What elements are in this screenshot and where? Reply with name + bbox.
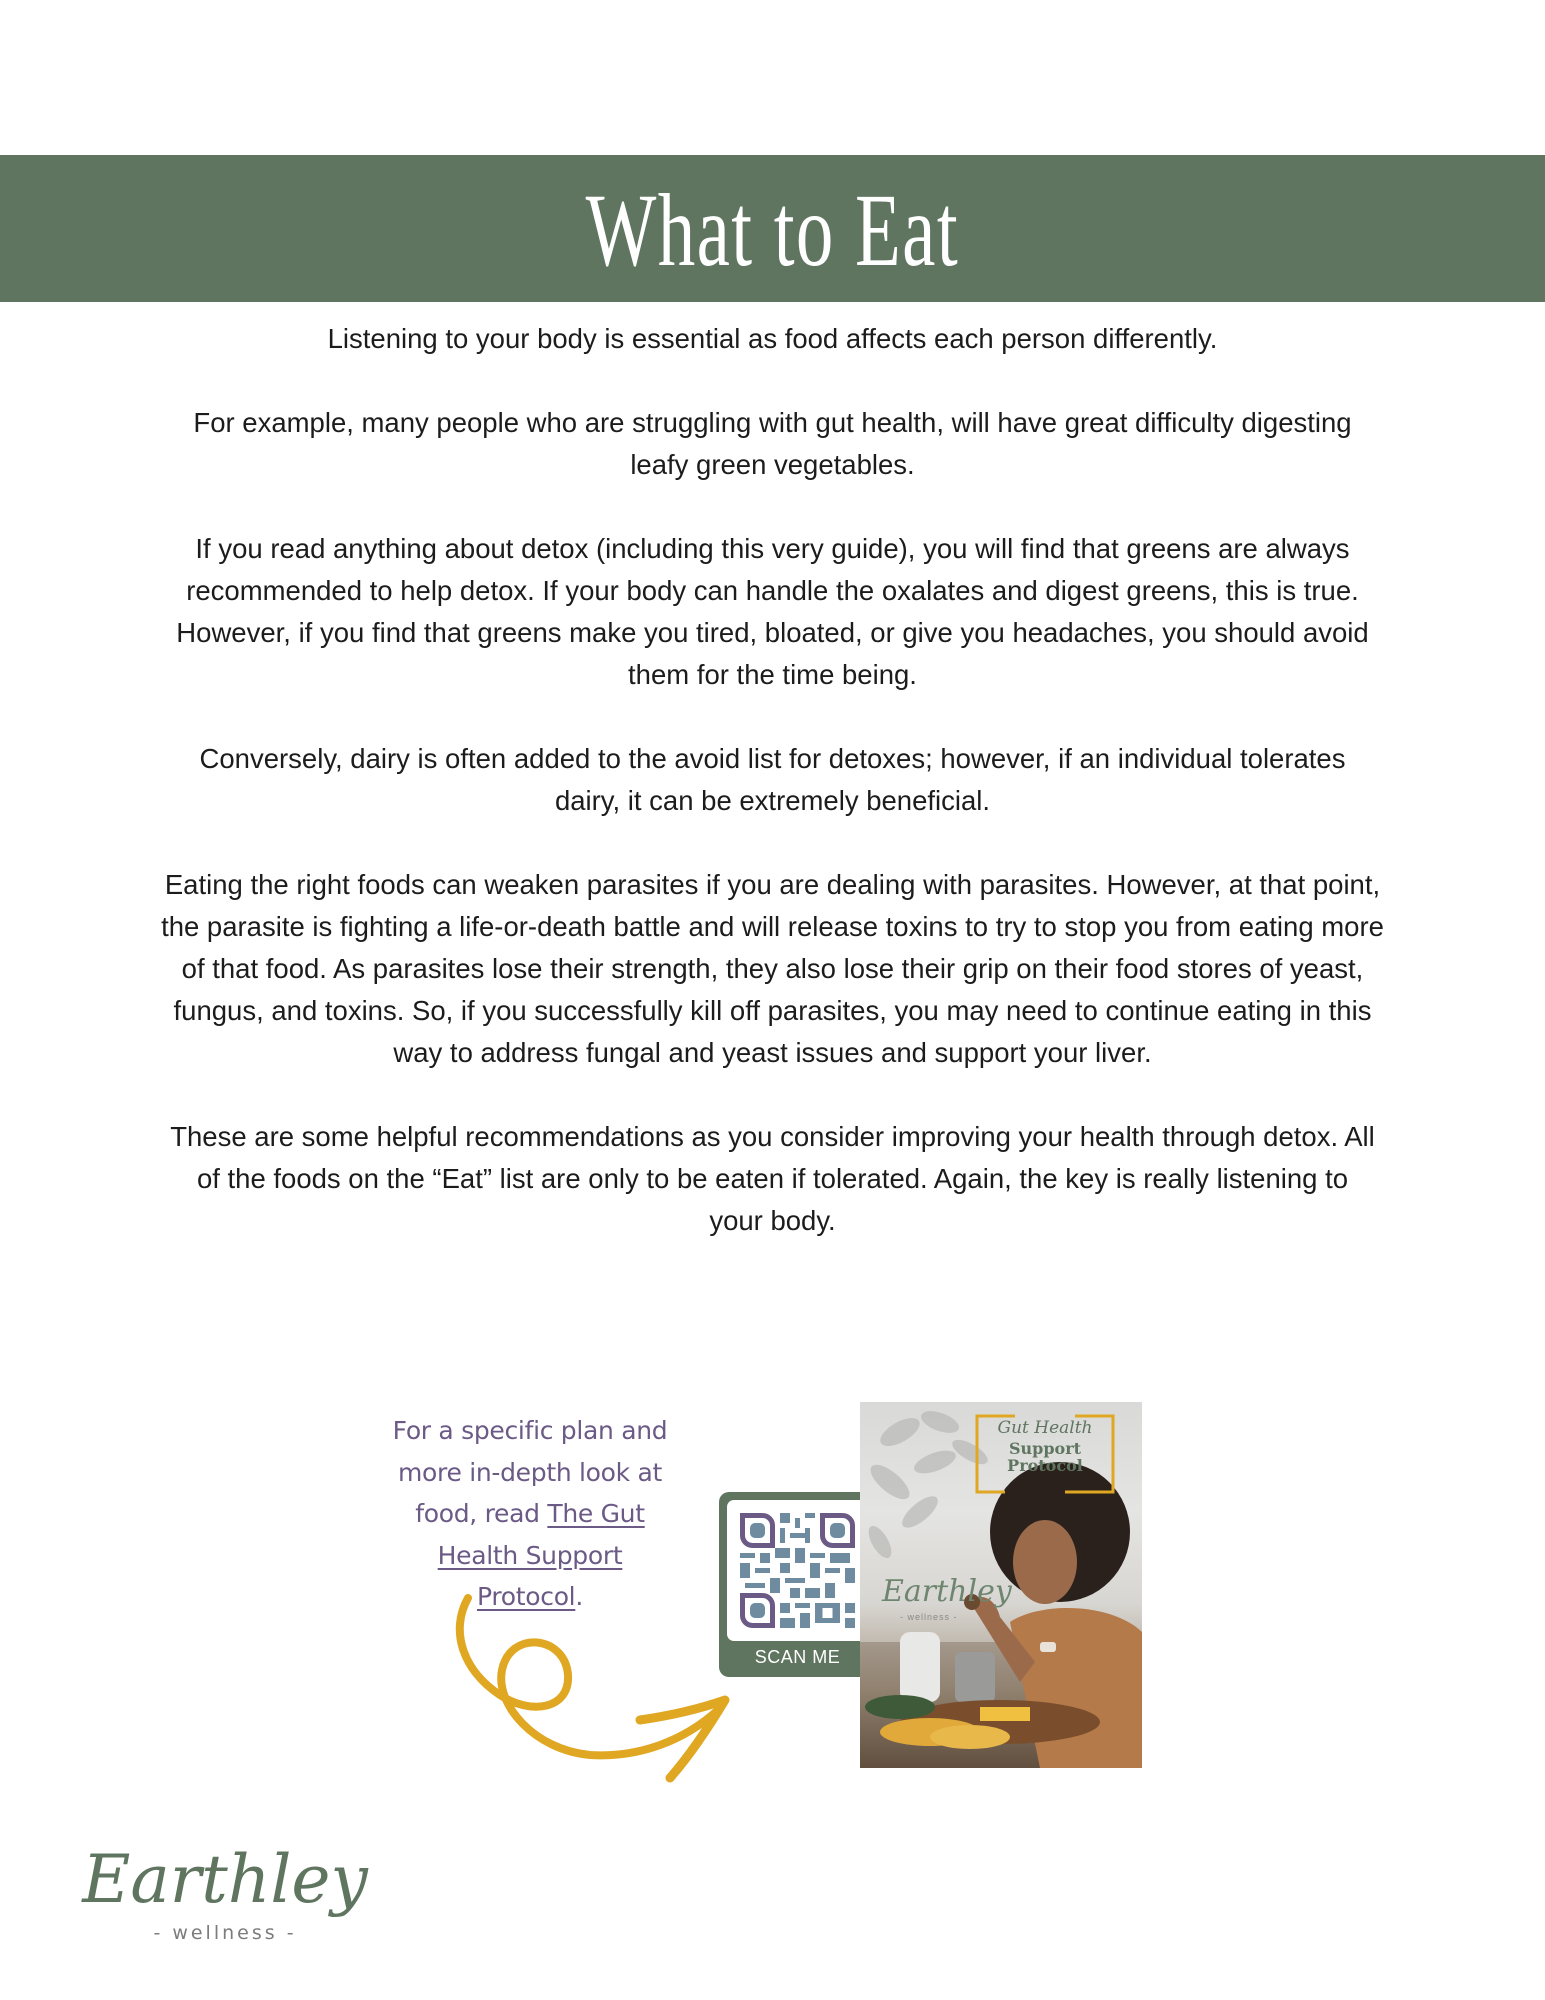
header-banner	[0, 155, 1545, 302]
paragraph: If you read anything about detox (including this very guide), you will find that greens are always recommended to help detox. If your body can handle the oxalates and digest greens, this is true. However, if you find that greens make you tired, bloated, or give you headaches, you should avoid them for the time being.	[176, 533, 1369, 690]
cover-subtitle	[975, 1440, 1115, 1474]
logo-tagline: - wellness -	[153, 1922, 297, 1944]
qr-code-card[interactable]	[719, 1492, 876, 1677]
gut-health-protocol-link[interactable]: The Gut Health Support Protocol	[437, 1499, 645, 1611]
promo-text-after: .	[575, 1582, 583, 1611]
qr-code[interactable]	[727, 1500, 868, 1641]
protocol-cover-image[interactable]	[860, 1402, 1142, 1768]
cover-subtitle-line: Support	[1008, 1439, 1082, 1458]
earthley-logo	[75, 1840, 375, 1960]
body-text	[150, 318, 1395, 1242]
page-title: What to Eat	[585, 172, 960, 288]
cover-brand-sub: - wellness -	[900, 1612, 958, 1622]
cover-script-title: Gut Health	[997, 1418, 1093, 1438]
paragraph: Conversely, dairy is often added to the avoid list for detoxes; however, if an individual tolerates dairy, it can be extremely beneficial.	[199, 743, 1346, 816]
paragraph: For example, many people who are struggling with gut health, will have great difficulty digesting leafy green vegetables.	[193, 407, 1352, 480]
qr-code-icon	[735, 1508, 860, 1633]
promo-text-before: For a specific plan and more in-depth look at food, read	[392, 1416, 668, 1528]
cover-title-box	[975, 1414, 1115, 1494]
cover-brand: Earthley	[882, 1574, 1012, 1609]
paragraph: Listening to your body is essential as food affects each person differently.	[327, 323, 1218, 354]
cover-subtitle-line: Protocol	[1007, 1456, 1083, 1475]
paragraph: Eating the right foods can weaken parasites if you are dealing with parasites. However, at that point, the parasite is fighting a life-or-death battle and will release toxins to try to stop you from eating more of that food. As parasites lose their strength, they also lose their grip on their food stores of yeast, fungus, and toxins. So, if you successfully kill off parasites, you may need to continue eating in this way to address fungal and yeast issues and support your liver.	[161, 869, 1384, 1068]
logo-name: Earthley	[82, 1841, 368, 1918]
curly-arrow-icon	[440, 1580, 740, 1800]
scan-me-label: SCAN ME	[754, 1647, 841, 1667]
paragraph: These are some helpful recommendations as you consider improving your health through detox. All of the foods on the “Eat” list are only to be eaten if tolerated. Again, the key is really listening to your body.	[170, 1121, 1375, 1236]
